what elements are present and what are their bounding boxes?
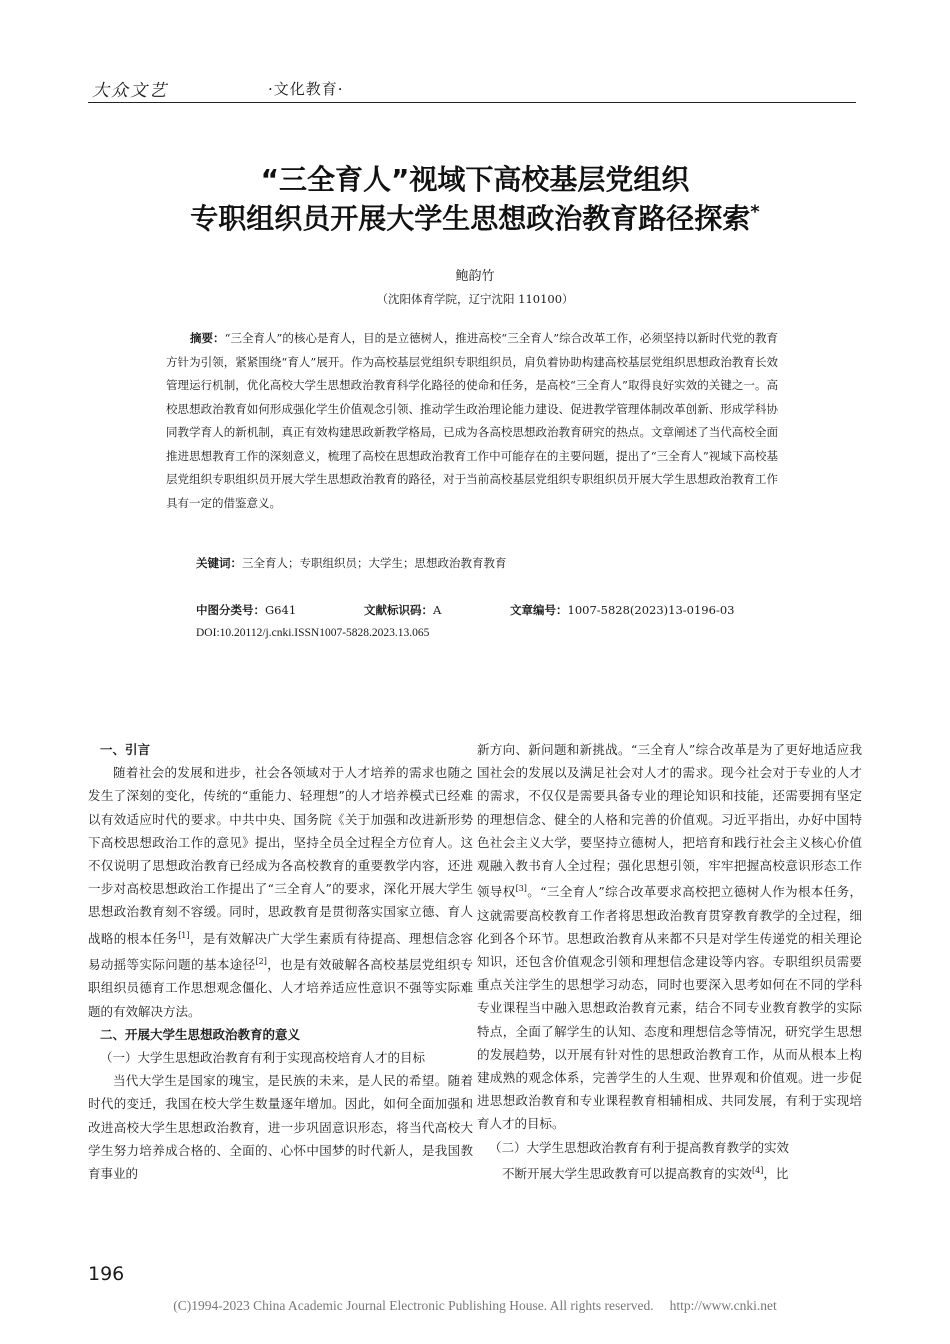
- doi: DOI:10.20112/j.cnki.ISSN1007-5828.2023.13.065: [196, 627, 430, 639]
- paragraph-text: 随着社会的发展和进步，社会各领域对于人才培养的需求也随之发生了深刻的变化，传统的“重能力、轻理想”的人才培养模式已经难以有效适应时代的要求。中共中央、国务院《关于加强和改进新形势下高校思想政治工作的意见》提出，坚持全员全过程全方位育人。这不仅说明了思想政治教育已经成为各高校教育的重要教学内容，还进一步对高校思想政治工作提出了“三全育人”的要求，深化开展大学生思想政治教育刻不容缓。同时，思政教育是贯彻落实国家立德、育人战略的根本任务: [88, 765, 473, 946]
- paper-title-line2: [0, 197, 950, 237]
- paragraph-introduction: [88, 761, 473, 1023]
- page-number: 196: [88, 1263, 125, 1285]
- abstract-text: “三全育人”的核心是育人，目的是立德树人，推进高校“三全育人”综合改革工作，必须坚持以新时代党的教育方针为引领，紧紧围绕“育人”展开。作为高校基层党组织专职组织员，肩负着协助构建高校基层党组织思想政治教育长效管理运行机制，优化高校大学生思想政治教育科学化路径的使命和任务，是高校“三全育人”取得良好实效的关键之一。高校思想政治教育如何形成强化学生价值观念引领、推动学生政治理论能力建设、促进教学管理体制改革创新、形成学科协同教学育人的新机制，真正有效构建思政新教学格局，已成为各高校思想政治教育研究的热点。文章阐述了当代高校全面推进思想教育工作的深刻意义，梳理了高校在思想政治教育工作中可能存在的主要问题，提出了“三全育人”视域下高校基层党组织专职组织员开展大学生思想政治教育的路径，对于当前高校基层党组织专职组织员开展大学生思想政治教育工作具有一定的借鉴意义。: [166, 331, 779, 510]
- heading-introduction: 一、引言: [100, 742, 151, 757]
- clc-value: G641: [265, 603, 297, 617]
- paper-title-line2-text: 专职组织员开展大学生思想政治教育路径探索: [190, 202, 751, 235]
- article-number-value: 1007-5828(2023)13-0196-03: [567, 603, 735, 617]
- doc-code-label: 文献标识码：: [364, 603, 433, 617]
- journal-name: 大众文艺: [92, 81, 168, 101]
- subheading-one: （一）大学生思想政治教育有利于实现高校培育人才的目标: [100, 1049, 426, 1065]
- abstract: [166, 327, 778, 515]
- article-number: [510, 602, 734, 618]
- keywords: [196, 555, 507, 571]
- citation-2: [2]: [255, 956, 267, 966]
- paper-title-line1: “三全育人”视域下高校基层党组织: [260, 163, 690, 196]
- clc-label: 中图分类号：: [196, 603, 265, 617]
- body-column-right: [477, 738, 862, 1185]
- document-code: [364, 602, 441, 618]
- abstract-label: 摘要：: [190, 331, 225, 345]
- body-column-left: [88, 738, 473, 1185]
- paragraph-text: ，比: [763, 1165, 789, 1181]
- citation-4: [4]: [752, 1165, 764, 1175]
- keywords-text: 三全育人；专职组织员；大学生；思想政治教育教育: [242, 556, 507, 570]
- paragraph-text: 。“三全育人”综合改革要求高校把立德树人作为根本任务，这就需要高校教育工作者将思想政治教育贯穿教育教学的全过程，细化到各个环节。思想政治教育从来都不只是对学生传递党的相关理论知识，还包含价值观念引领和理想信念建设等内容。专职组织员需要重点关注学生的思想学习动态，同时也要深入思考如何在不同的学科专业课程当中融入思想政治教育元素，结合不同专业教育教学的实际特点，全面了解学生的认知、态度和理想信念等情况，研究学生思想的发展趋势，以开展有针对性的思想政治教育工作，从而从根本上构建成熟的观念体系，完善学生的人生观、世界观和价值观。进一步促进思想政治教育和专业课程教育相辅相成、共同发展，有利于实现培育人才的目标。: [477, 884, 862, 1132]
- author-affiliation: （沈阳体育学院，辽宁沈阳 110100）: [376, 292, 574, 306]
- section-label: ·文化教育·: [268, 80, 344, 98]
- paragraph-text: 新方向、新问题和新挑战。“三全育人”综合改革是为了更好地适应我国社会的发展以及满足社会对人才的需求。现今社会对于专业的人才的需求，不仅仅是需要具备专业的理论知识和技能，还需要拥有坚定的理想信念、健全的人格和完善的价值观。习近平指出，办好中国特色社会主义大学，要坚持立德树人，把培育和践行社会主义核心价值观融入教书育人全过程；强化思想引领，牢牢把握高校意识形态工作领导权: [477, 742, 862, 900]
- paragraph-text: ，也是有效破解各高校基层党组织专职组织员德育工作思想观念僵化、人才培养适应性意识不强等实际难题的有效解决方法。: [88, 957, 473, 1019]
- author-name: 鲍韵竹: [455, 269, 495, 284]
- citation-3: [3]: [515, 884, 527, 894]
- article-number-label: 文章编号：: [510, 603, 568, 617]
- copyright-footer: [0, 1298, 950, 1314]
- copyright-text: (C)1994-2023 China Academic Journal Electronic Publishing House. All rights reserved.: [173, 1298, 654, 1313]
- heading-section-two: 二、开展大学生思想政治教育的意义: [100, 1026, 301, 1042]
- paragraph-subsection-two: [477, 1159, 862, 1185]
- title-footnote-mark: *: [750, 201, 760, 223]
- paragraph-text: 不断开展大学生思政教育可以提高教育的实效: [502, 1165, 753, 1181]
- paragraph-section-two: 当代大学生是国家的瑰宝，是民族的未来，是人民的希望。随着时代的变迁，我国在校大学生数量逐年增加。因此，如何全面加强和改进高校大学生思想政治教育，进一步巩固意识形态，将当代高校大学生努力培养成合格的、全面的、心怀中国梦的时代新人，是我国教育事业的: [88, 1073, 473, 1181]
- subheading-two: （二）大学生思想政治教育有利于提高教育教学的实效: [489, 1139, 790, 1155]
- citation-1: [1]: [178, 930, 190, 940]
- keywords-label: 关键词：: [196, 556, 242, 570]
- paragraph-continued: [477, 738, 862, 1136]
- header-rule: [88, 102, 856, 103]
- paragraph-text: ，是有效解决广大学生素质有待提高、理想信念容易动摇等实际问题的基本途径: [88, 930, 473, 973]
- clc-number: [196, 602, 296, 618]
- cnki-url[interactable]: http://www.cnki.net: [669, 1298, 777, 1313]
- doc-code-value: A: [433, 603, 442, 617]
